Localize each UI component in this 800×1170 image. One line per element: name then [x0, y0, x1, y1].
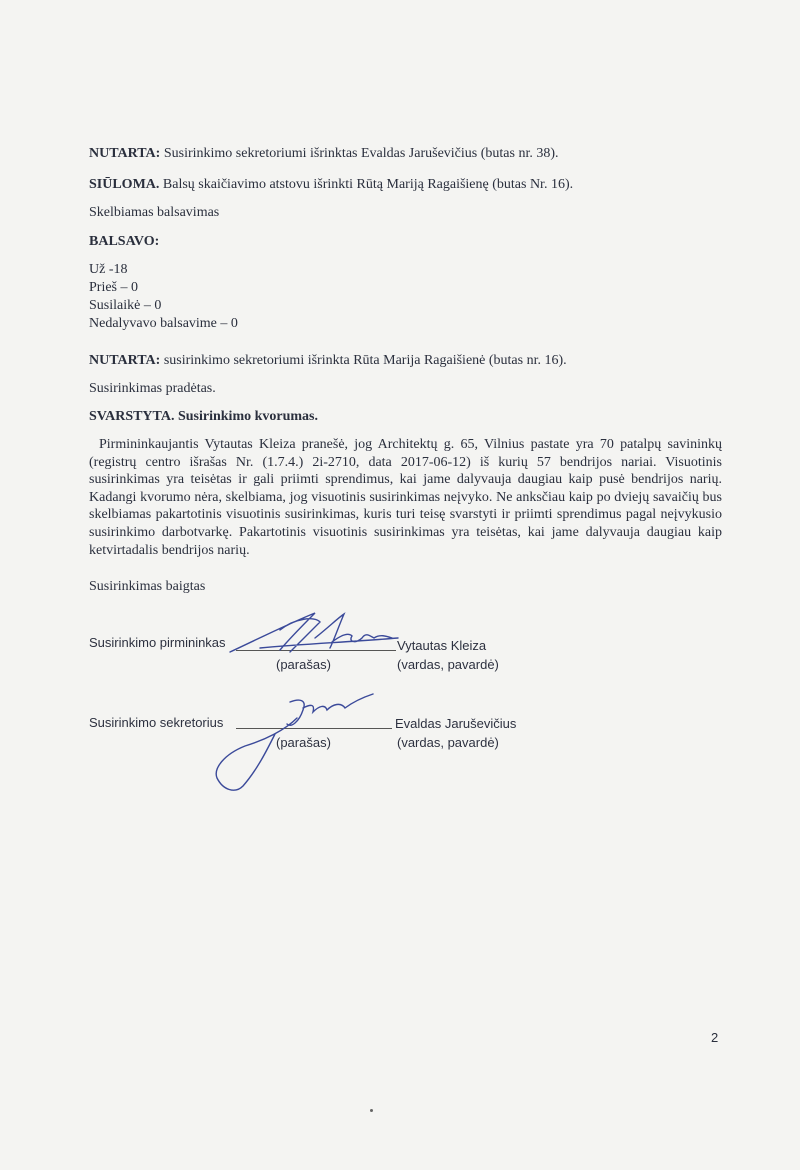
secretary-name: Evaldas Jaruševičius	[395, 716, 517, 731]
proposal-line	[89, 176, 573, 194]
decision-label-2: NUTARTA:	[89, 353, 161, 368]
secretary-role-label: Susirinkimo sekretorius	[89, 715, 224, 730]
proposal-label: SIŪLOMA.	[89, 177, 160, 192]
decision-text-2: susirinkimo sekretoriumi išrinkta Rūta Marija Ragaišienė (butas nr. 16).	[160, 353, 567, 368]
vote-against: Prieš – 0	[89, 280, 138, 295]
vote-not-participated: Nedalyvavo balsavime – 0	[89, 316, 238, 331]
scan-speck	[370, 1109, 373, 1112]
proposal-text: Balsų skaičiavimo atstovu išrinkti Rūtą Mariją Ragaišienę (butas Nr. 16).	[159, 177, 574, 192]
vote-abstain: Susilaikė – 0	[89, 298, 162, 313]
page-number: 2	[711, 1030, 719, 1045]
chair-name: Vytautas Kleiza	[397, 638, 487, 653]
meeting-started: Susirinkimas pradėtas.	[89, 381, 216, 396]
meeting-ended: Susirinkimas baigtas	[89, 579, 206, 594]
secretary-signature-icon	[195, 690, 395, 800]
decision-counter-line	[89, 352, 567, 370]
considered-label: SVARSTYTA	[89, 409, 171, 424]
vote-for: Už -18	[89, 262, 128, 277]
considered-line	[89, 408, 318, 426]
secretary-sig-caption: (parašas)	[276, 735, 331, 750]
decision-secretary-line	[89, 145, 559, 163]
decision-text: Susirinkimo sekretoriumi išrinktas Evaldas Jaruševičius (butas nr. 38).	[160, 146, 559, 161]
secretary-name-caption: (vardas, pavardė)	[397, 735, 499, 750]
considered-topic: . Susirinkimo kvorumas.	[170, 409, 319, 424]
chair-sig-caption: (parašas)	[276, 657, 331, 672]
voted-heading: BALSAVO:	[89, 234, 160, 249]
decision-label: NUTARTA:	[89, 146, 161, 161]
quorum-paragraph: Pirmininkaujantis Vytautas Kleiza pranešė, jog Architektų g. 65, Vilnius pastate yra 70 patalpų savininkų (registrų centro išrašas Nr. (1.7.4.) 2i-2710, data 2017-06-12) iš kurių 57 bendrijos nariai. Visuotinis susirinkimas yra teisėtas ir gali priimti sprendimus, kai jame dalyvauja daugiau kaip pusė bendrijos narių. Kadangi kvorumo nėra, skelbiama, jog visuotinis susirinkimas neįvyko. Ne anksčiau kaip po dviejų savaičių bus skelbiamas pakartotinis visuotinis susirinkimas, kuris turi teisę svarstyti ir priimti sprendimus pagal neįvykusio susirinkimo darbotvarkę. Pakartotinis visuotinis susirinkimas yra teisėtas, kai jame dalyvauja daugiau kaip ketvirtadalis bendrijos narių.	[89, 437, 722, 558]
chair-signature-icon	[220, 608, 420, 658]
voting-announced: Skelbiamas balsavimas	[89, 205, 220, 220]
chair-role-label: Susirinkimo pirmininkas	[89, 635, 226, 650]
chair-name-caption: (vardas, pavardė)	[397, 657, 499, 672]
